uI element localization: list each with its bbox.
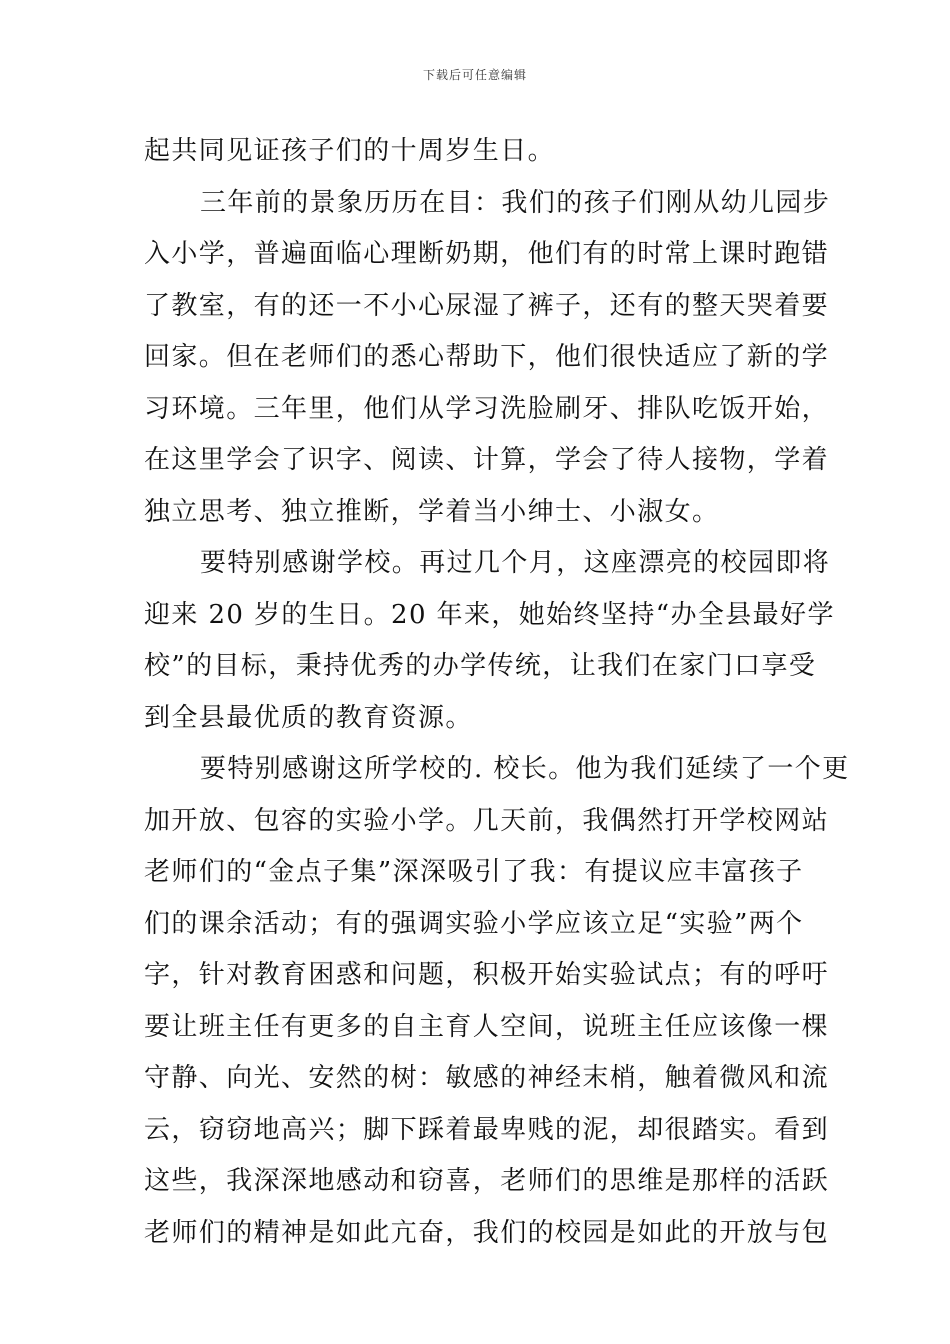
text-line: 起共同见证孩子们的十周岁生日。 — [144, 136, 556, 166]
text-line: 独立思考、独立推断，学着当小绅士、小淑女。 — [144, 496, 720, 527]
text-line: 老师们的精神是如此亢奋，我们的校园是如此的开放与包 — [144, 1217, 830, 1248]
text-line: 们的课余活动；有的强调实验小学应该立足“实验”两个 — [144, 908, 804, 939]
text-line: 加开放、包容的实验小学。几天前，我偶然打开学校网站 — [144, 805, 830, 836]
text-line: 在这里学会了识字、阅读、计算，学会了待人接物，学着 — [144, 445, 830, 475]
text-line: 了教室，有的还一不小心尿湿了裤子，还有的整天哭着要 — [144, 290, 830, 321]
text-line: 要特别感谢这所学校的. 校长。他为我们延续了一个更 — [200, 754, 850, 784]
text-line: 回家。但在老师们的悉心帮助下，他们很快适应了新的学 — [144, 342, 830, 372]
text-line: 云，窃窃地高兴；脚下踩着最卑贱的泥，却很踏实。看到 — [144, 1114, 830, 1145]
text-line: 字，针对教育困惑和问题，积极开始实验试点；有的呼吁 — [144, 960, 830, 990]
text-line: 要让班主任有更多的自主育人空间，说班主任应该像一棵 — [144, 1011, 830, 1042]
text-line: 守静、向光、安然的树：敏感的神经末梢，触着微风和流 — [144, 1063, 830, 1093]
text-line: 老师们的“金点子集”深深吸引了我：有提议应丰富孩子 — [144, 857, 804, 887]
text-line: 迎来 20 岁的生日。20 年来，她始终坚持“办全县最好学 — [144, 599, 835, 630]
text-line: 三年前的景象历历在目：我们的孩子们刚从幼儿园步 — [200, 187, 831, 218]
text-line: 校”的目标，秉持优秀的办学传统，让我们在家门口享受 — [144, 651, 817, 681]
page-header: 下载后可任意编辑 — [422, 68, 527, 82]
text-line: 要特别感谢学校。再过几个月，这座漂亮的校园即将 — [200, 548, 831, 578]
text-line: 到全县最优质的教育资源。 — [144, 702, 473, 733]
document-body — [144, 126, 850, 1259]
text-line: 习环境。三年里，他们从学习洗脸刷牙、排队吃饭开始， — [144, 393, 830, 424]
text-line: 这些，我深深地感动和窃喜，老师们的思维是那样的活跃 — [144, 1166, 830, 1196]
text-line: 入小学，普遍面临心理断奶期，他们有的时常上课时跑错 — [144, 239, 830, 269]
